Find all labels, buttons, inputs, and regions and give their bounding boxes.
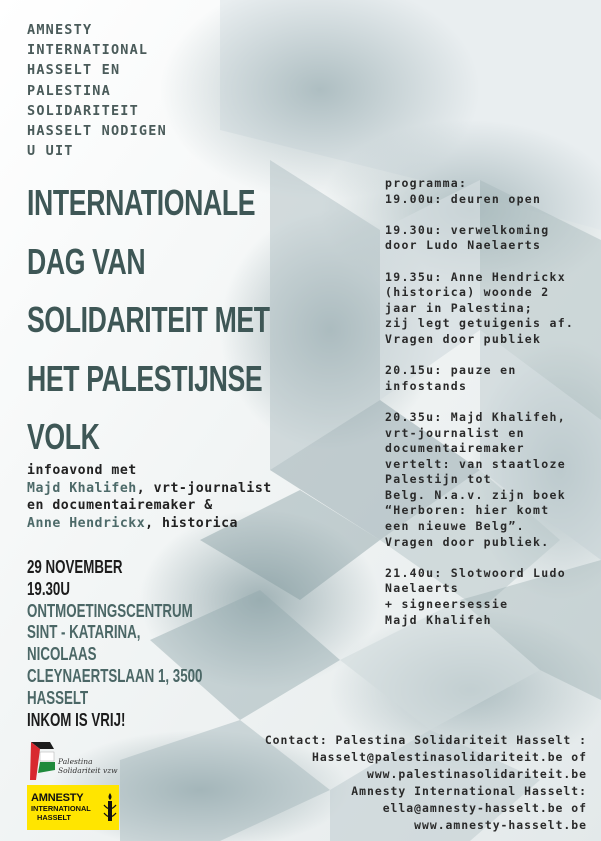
amnesty-city: HASSELT <box>37 813 71 822</box>
program-line: documentairemaker <box>385 441 525 456</box>
amnesty-name: AMNESTY <box>31 792 84 804</box>
program-line: Palestijn tot <box>385 472 492 487</box>
program-line: jaar in Palestina; <box>385 300 534 315</box>
intro-line: HASSELT NODIGEN <box>27 123 167 140</box>
contact-website[interactable]: www.amnesty-hasselt.be <box>414 818 587 832</box>
contact-info <box>207 732 587 834</box>
contact-line: Contact: Palestina Solidariteit Hasselt : <box>264 733 587 747</box>
event-time: 19.30U <box>27 578 70 599</box>
program-line: vrt-journalist en <box>385 425 525 440</box>
info-line: infoavond met <box>27 463 137 478</box>
program-line: Vragen door publiek <box>385 331 542 346</box>
program-line: 20.35u: Majd Khalifeh, <box>385 409 566 424</box>
venue-line: ONTMOETINGSCENTRUM <box>27 600 193 621</box>
event-title <box>27 174 357 467</box>
title-line: SOLIDARITEIT MET <box>27 299 270 340</box>
program-line: “Herboren: hier komt <box>385 503 550 518</box>
venue-line: CLEYNAERTSLAAN 1, 3500 <box>27 665 203 686</box>
program-line: Majd Khalifeh <box>385 612 492 627</box>
intro-line: INTERNATIONAL <box>27 42 149 59</box>
program-line: 19.30u: verwelkoming <box>385 222 550 237</box>
info-line <box>27 515 357 533</box>
program-line: (historica) woonde 2 <box>385 285 550 300</box>
logo-text-line: Palestina <box>58 757 93 766</box>
speaker-name: Anne Hendrickx <box>27 515 146 531</box>
venue-line: NICOLAAS <box>27 644 97 665</box>
info-evening-text <box>27 462 357 532</box>
entry-note: INKOM IS VRIJ! <box>27 709 126 730</box>
program-line: 20.15u: pauze en <box>385 363 517 378</box>
program-line: zij legt getuigenis af. <box>385 316 575 331</box>
program-line: 21.40u: Slotwoord Ludo <box>385 565 566 580</box>
program-line: Vragen door publiek. <box>385 534 550 549</box>
contact-email[interactable]: ella@amnesty-hasselt.be of <box>382 801 587 815</box>
amnesty-logo <box>27 785 119 830</box>
program-line: vertelt: van staatloze <box>385 456 566 471</box>
intro-line: HASSELT EN <box>27 62 121 79</box>
program-line: Naelaerts <box>385 581 460 596</box>
amnesty-sub: INTERNATIONAL <box>31 804 91 813</box>
intro-line: PALESTINA <box>27 82 111 99</box>
intro-line: U UIT <box>27 143 74 160</box>
candle-icon <box>103 791 117 825</box>
event-details <box>27 557 247 731</box>
contact-website[interactable]: www.palestinasolidariteit.be <box>366 767 587 781</box>
program-line: infostands <box>385 378 468 393</box>
palestina-logo-text <box>58 757 118 775</box>
info-line: en documentairemaker & <box>27 498 213 513</box>
contact-line: Amnesty International Hasselt: <box>351 784 587 798</box>
title-line: HET PALESTIJNSE <box>27 357 263 399</box>
intro-line: SOLIDARITEIT <box>27 102 139 119</box>
speaker-role: , vrt-journalist <box>136 480 272 496</box>
title-line: DAG VAN <box>27 240 146 282</box>
program-line: door Ludo Naelaerts <box>385 238 542 253</box>
program-line: 19.35u: Anne Hendrickx <box>385 269 566 284</box>
info-line <box>27 480 357 498</box>
program-heading: programma: <box>385 176 468 190</box>
title-line: INTERNATIONALE <box>27 182 256 223</box>
program-line: Belg. N.a.v. zijn boek <box>385 487 566 502</box>
logo-text-line: Solidariteit vzw <box>58 766 118 775</box>
title-line: VOLK <box>27 416 100 457</box>
event-date: 29 NOVEMBER <box>27 557 123 577</box>
speaker-name: Majd Khalifeh <box>27 480 137 496</box>
venue-line: HASSELT <box>27 687 89 708</box>
program-list <box>385 176 600 628</box>
contact-email[interactable]: Hasselt@palestinasolidariteit.be of <box>311 750 587 764</box>
intro-line: AMNESTY <box>27 22 93 38</box>
intro-text <box>27 20 227 161</box>
program-line: 19.00u: deuren open <box>385 191 542 206</box>
speaker-role: , historica <box>145 515 238 531</box>
amnesty-logo-text <box>31 793 91 822</box>
program-line: + signeersessie <box>385 597 509 612</box>
program-line: een nieuwe Belg”. <box>385 519 525 534</box>
venue-line: SINT - KATARINA, <box>27 622 141 643</box>
